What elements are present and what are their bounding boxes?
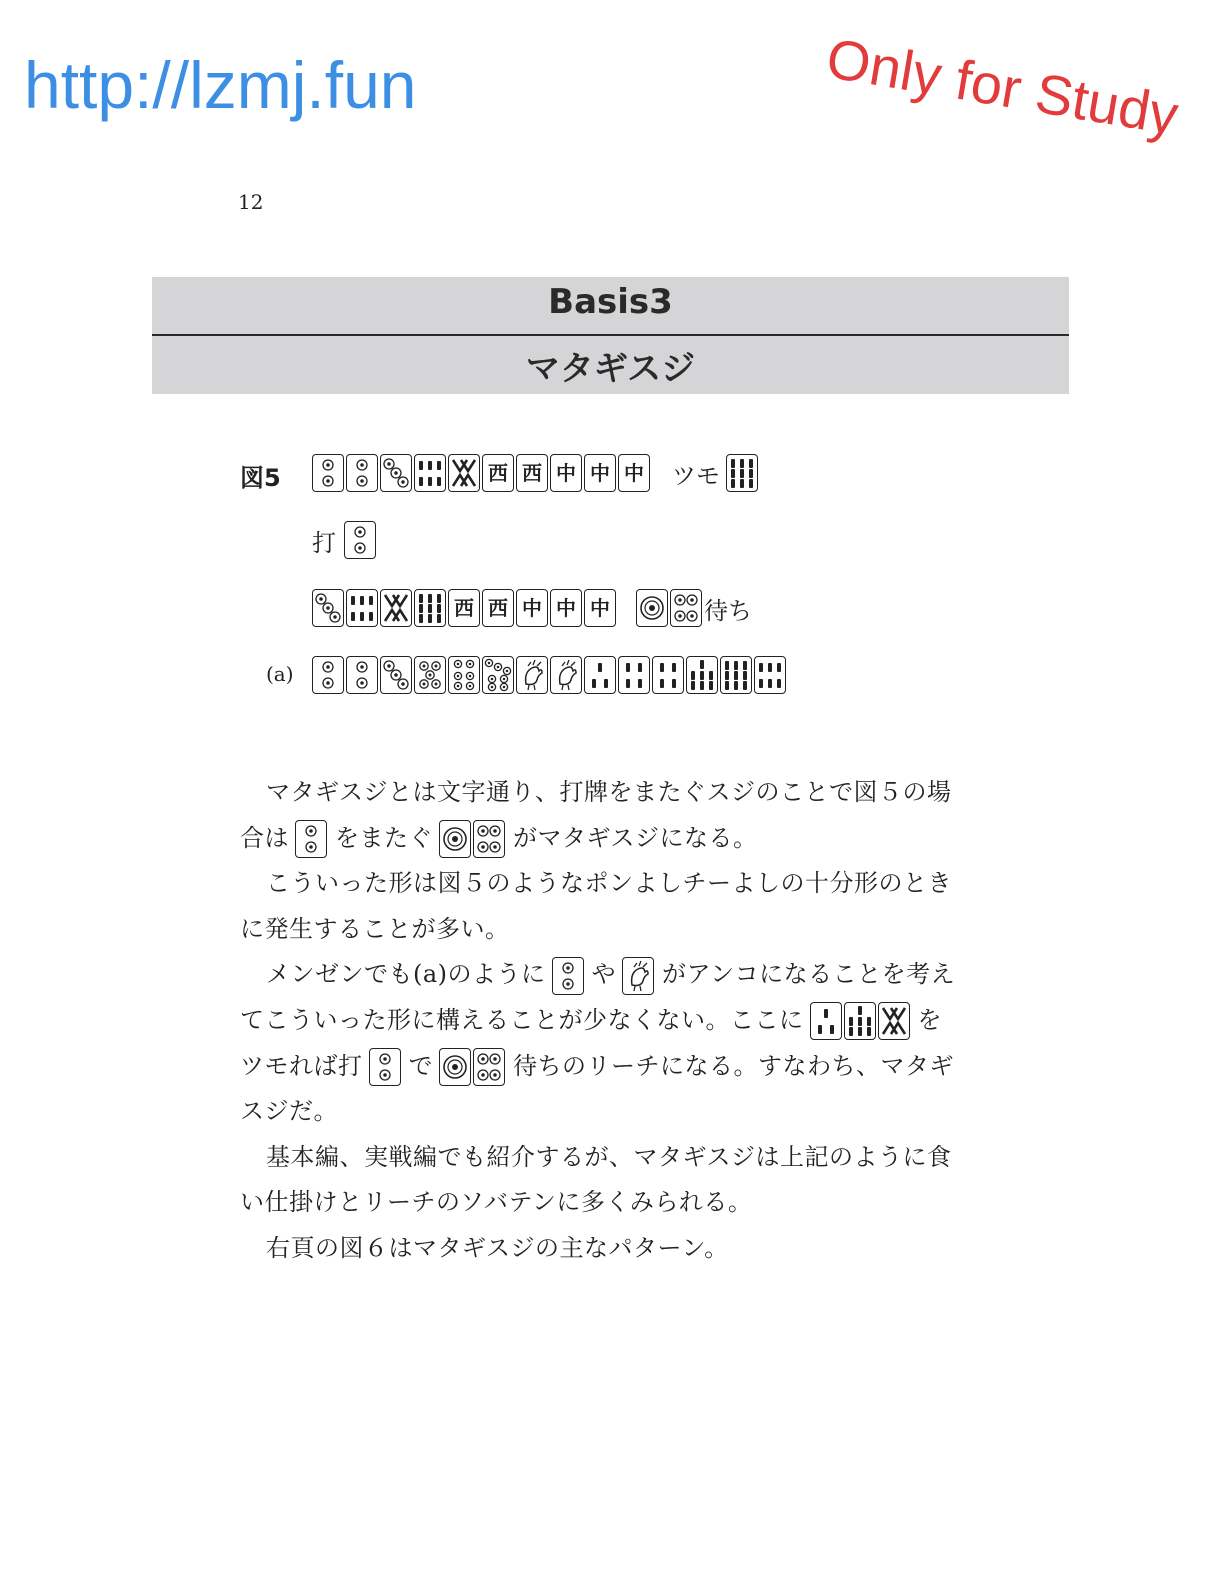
tile-red-dragon-icon: 中 [584, 589, 616, 627]
tile-pin-4-icon [473, 1048, 505, 1086]
inline-tile [439, 824, 507, 852]
tile-red-dragon-icon: 中 [550, 589, 582, 627]
tenpai-tiles [312, 589, 618, 627]
text-run: がアンコになることを考えてこういった形に構えることが少なくない。ここに [240, 960, 956, 1034]
discard-label: 打 [312, 528, 336, 557]
banner-divider [152, 334, 1069, 336]
tile-pin-1-icon [439, 820, 471, 858]
figure-row-discard [312, 520, 378, 560]
tile-pin-5-icon [414, 656, 446, 694]
wait-tiles [636, 589, 704, 627]
tile-sou-4-icon [618, 656, 650, 694]
tile-sou-7-icon [844, 1002, 876, 1040]
section-banner [152, 277, 1069, 394]
inline-tile [622, 960, 656, 988]
tile-pin-2-icon [312, 454, 344, 492]
tile-pin-2-icon [346, 656, 378, 694]
tile-sou-1-bird-icon [550, 656, 582, 694]
tile-pin-1-icon [439, 1048, 471, 1086]
tile-pin-4-icon [473, 820, 505, 858]
figure-label: 図5 [240, 464, 281, 492]
text-run: をツモれば打 [240, 1005, 942, 1080]
text-run: がマタギスジになる。 [513, 823, 758, 852]
tile-pin-2-icon [346, 454, 378, 492]
tile-sou-9-icon [414, 589, 446, 627]
paragraph [240, 770, 960, 861]
drawn-tile [726, 454, 760, 492]
tile-red-dragon-icon: 中 [618, 454, 650, 492]
tile-sou-6-icon [346, 589, 378, 627]
tile-pin-2-icon [552, 957, 584, 995]
text-run: をまたぐ [335, 823, 433, 852]
tile-west-icon: 西 [482, 589, 514, 627]
tile-red-dragon-icon: 中 [516, 589, 548, 627]
wait-label: 待ち [704, 596, 752, 625]
inline-tile [369, 1052, 403, 1080]
body-text [240, 770, 960, 1272]
text-run: で [408, 1051, 433, 1080]
tile-sou-8-icon [878, 1002, 910, 1040]
tsumo-label: ツモ [672, 461, 720, 490]
tile-sou-6-icon [414, 454, 446, 492]
text-run: マタギスジとは文字通り、打牌をまたぐスジのことで図５の場合は [240, 778, 952, 852]
tile-pin-4-icon [670, 589, 702, 627]
text-run: や [591, 960, 617, 989]
text-run: メンゼンでも(a)のように [266, 960, 546, 989]
inline-tile [810, 1006, 912, 1034]
tile-sou-8-icon [380, 589, 412, 627]
paragraph [240, 952, 960, 1134]
tile-sou-1-bird-icon [516, 656, 548, 694]
tile-pin-2-icon [295, 820, 327, 858]
example-a-tiles [312, 656, 788, 694]
paragraph: 基本編、実戦編でも紹介するが、マタギスジは上記のように食い仕掛けとリーチのソバテンに多くみられる。 [240, 1142, 952, 1217]
tile-pin-2-icon [344, 521, 376, 559]
tile-sou-4-icon [652, 656, 684, 694]
tile-sou-8-icon [448, 454, 480, 492]
tile-red-dragon-icon: 中 [550, 454, 582, 492]
tile-sou-6-icon [754, 656, 786, 694]
tile-pin-3-icon [312, 589, 344, 627]
tile-red-dragon-icon: 中 [584, 454, 616, 492]
page-number: 12 [238, 190, 264, 214]
tile-sou-9-icon [720, 656, 752, 694]
discard-tile [344, 521, 378, 559]
tile-west-icon: 西 [482, 454, 514, 492]
tile-sou-3-icon [810, 1002, 842, 1040]
figure-row-example-a [312, 655, 788, 695]
section-title: Basis3 [548, 282, 673, 322]
tile-pin-3-icon [380, 656, 412, 694]
tile-sou-9-icon [726, 454, 758, 492]
text-run: 待ちのリーチになる。すなわち、マタギスジだ。 [240, 1051, 954, 1126]
tile-pin-2-icon [369, 1048, 401, 1086]
section-subtitle: マタギスジ [525, 349, 696, 389]
tile-pin-1-icon [636, 589, 668, 627]
paragraph: こういった形は図５のようなポンよしチーよしの十分形のときに発生することが多い。 [240, 869, 952, 943]
example-a-label: (a) [266, 662, 294, 686]
inline-tile [439, 1052, 507, 1080]
figure-row-hand [312, 453, 760, 493]
tile-pin-6-icon [448, 656, 480, 694]
paragraph: 右頁の図６はマタギスジの主なパターン。 [266, 1233, 729, 1262]
tile-sou-7-icon [686, 656, 718, 694]
inline-tile [552, 960, 586, 988]
tile-west-icon: 西 [448, 589, 480, 627]
tile-sou-1-bird-icon [622, 957, 654, 995]
tile-pin-2-icon [312, 656, 344, 694]
study-watermark: Only for Study [822, 26, 1183, 147]
tile-pin-3-icon [380, 454, 412, 492]
tile-pin-7-icon [482, 656, 514, 694]
tile-west-icon: 西 [516, 454, 548, 492]
figure-row-tenpai [312, 588, 752, 628]
inline-tile [295, 824, 329, 852]
hand-tiles [312, 454, 652, 492]
tile-sou-3-icon [584, 656, 616, 694]
url-watermark: http://lzmj.fun [24, 48, 417, 122]
